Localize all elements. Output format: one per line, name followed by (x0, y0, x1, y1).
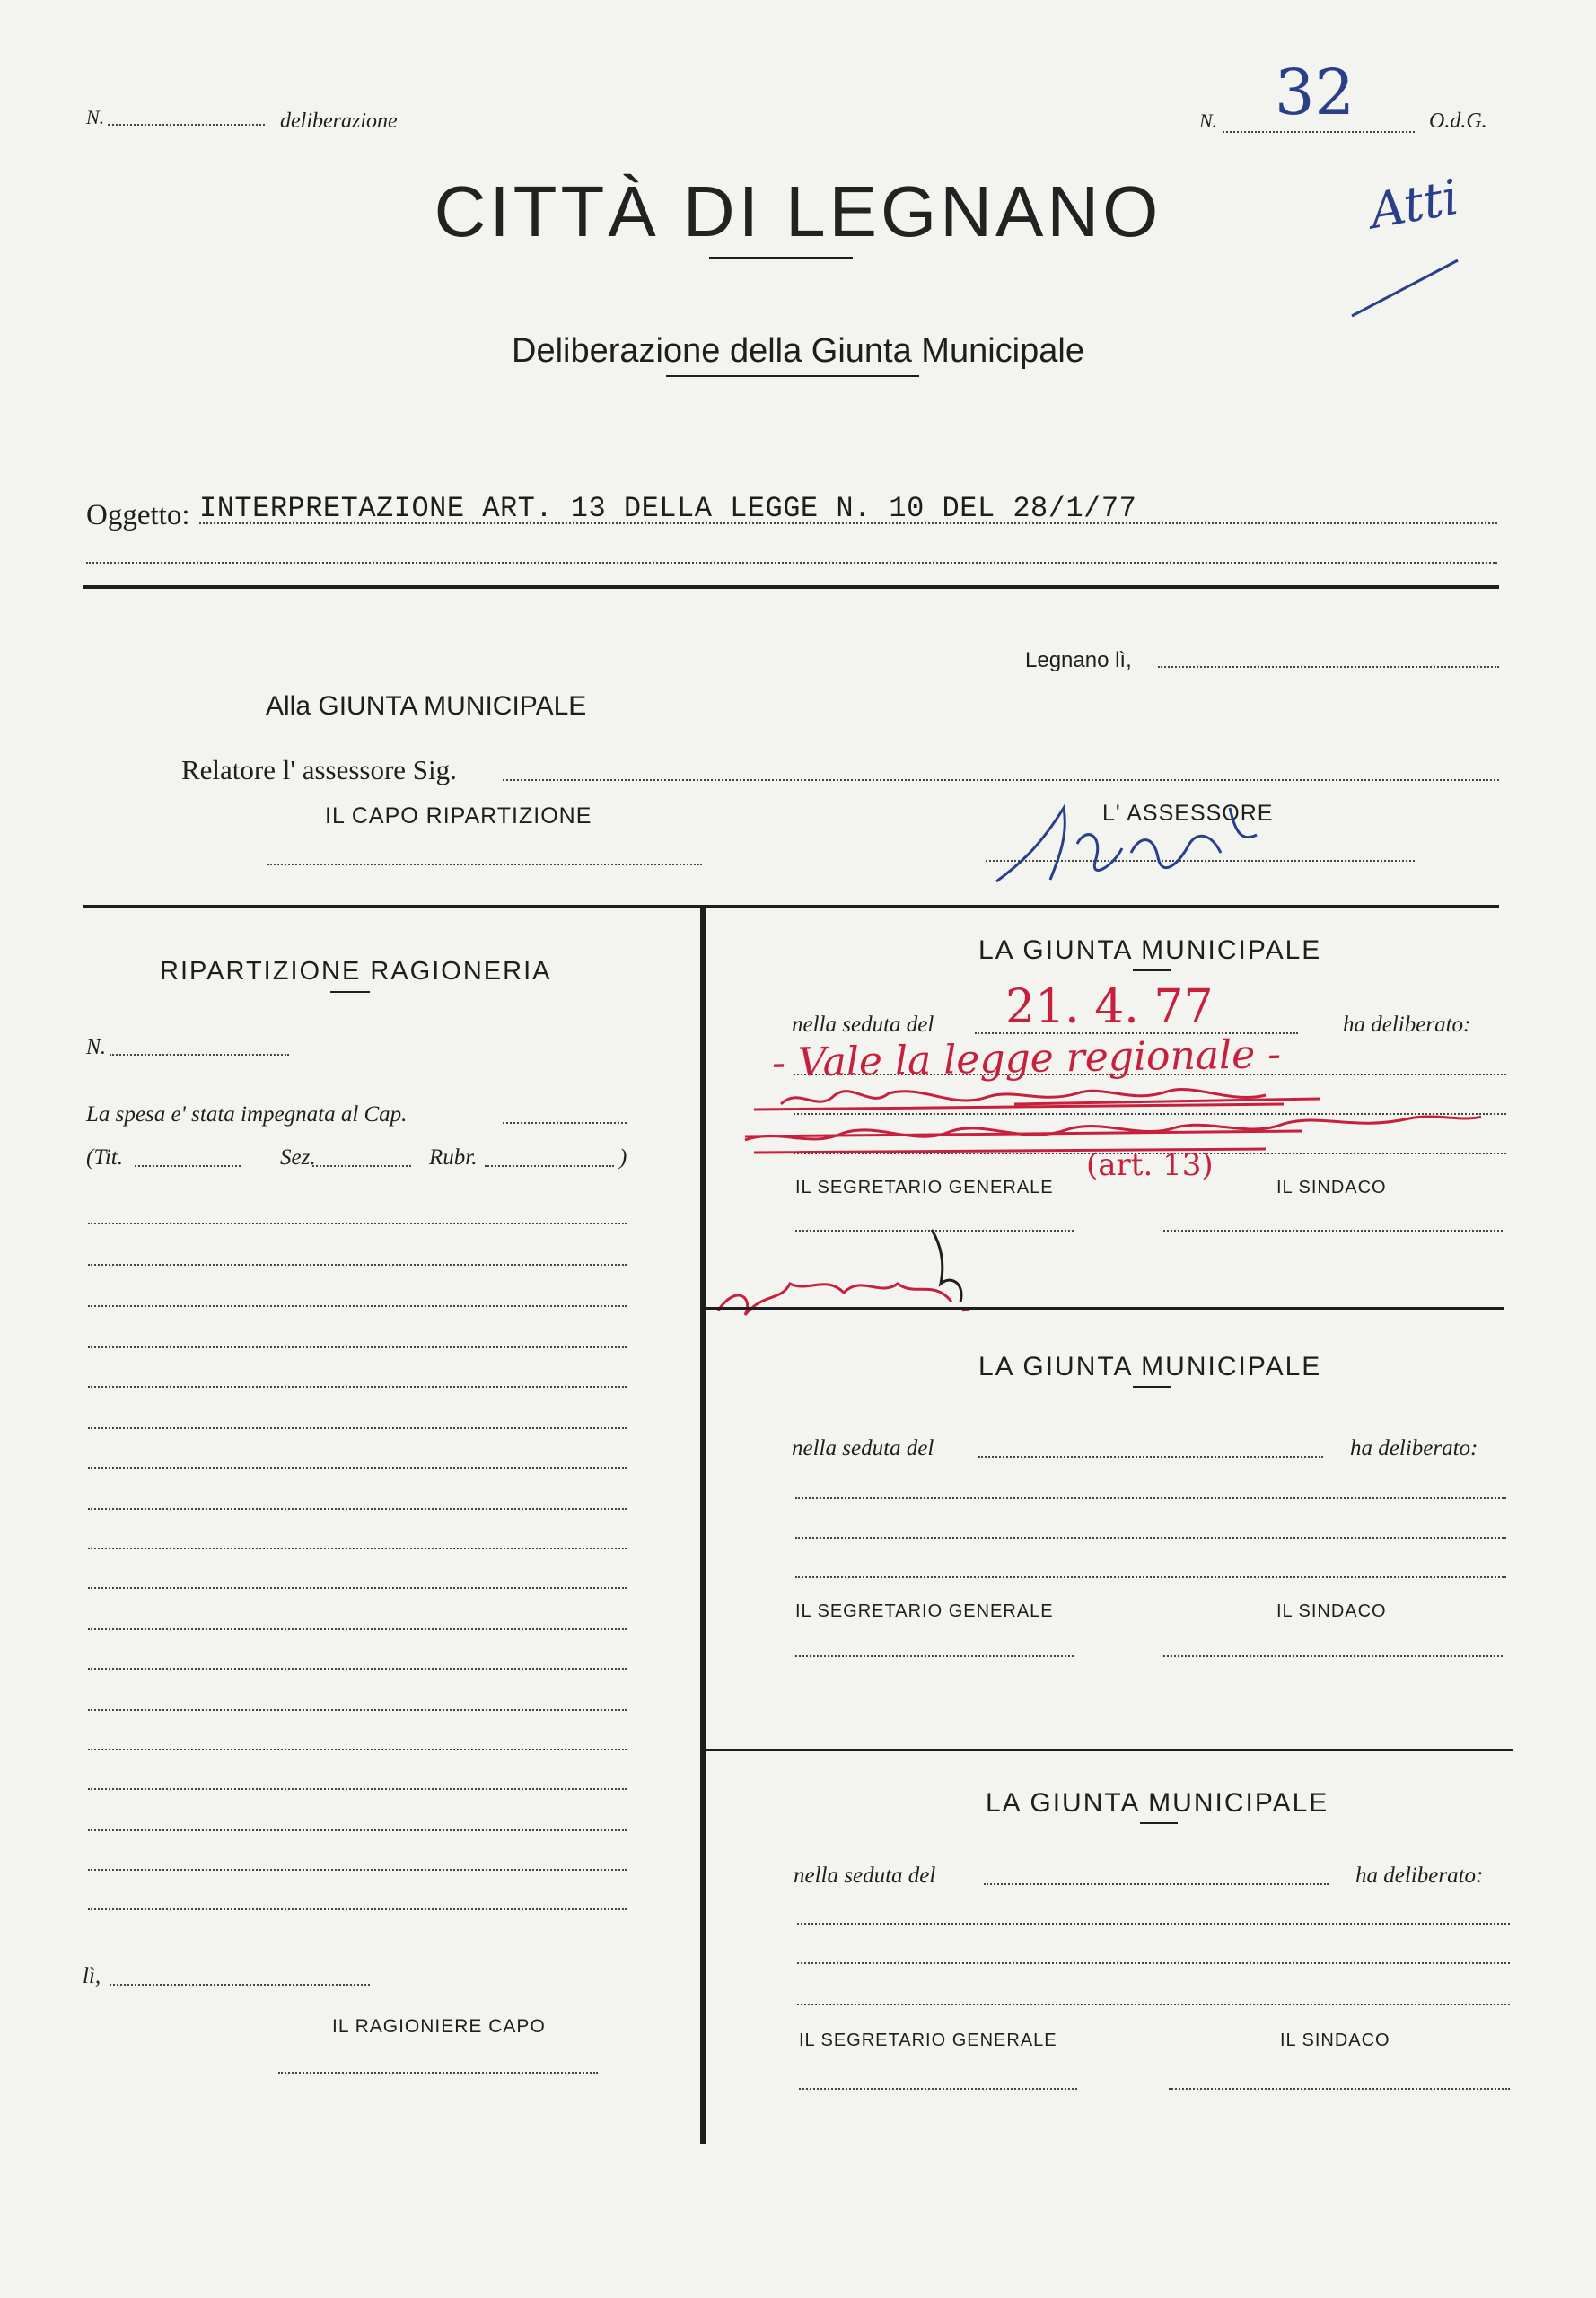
giunta-2-line-2 (795, 1537, 1506, 1539)
giunta-2-segretario-signature-line (795, 1655, 1074, 1657)
ragioniere-date-field[interactable] (110, 1984, 370, 1986)
giunta-3-seduta-label: nella seduta del (794, 1864, 936, 1888)
tit-field[interactable] (135, 1165, 241, 1167)
giunta-2-underline (1133, 1386, 1171, 1388)
oggetto-value[interactable]: INTERPRETAZIONE ART. 13 DELLA LEGGE N. 10 DEL 28/1/77 (199, 492, 1137, 525)
blue-pen-stroke (1346, 242, 1463, 323)
deliberazione-label: deliberazione (280, 110, 398, 133)
section-separator (83, 905, 1499, 908)
ragioniere-capo-label: IL RAGIONIERE CAPO (332, 2016, 546, 2037)
giunta-3-line-2 (797, 1962, 1510, 1964)
giunta-2-sindaco-signature-line (1163, 1655, 1503, 1657)
giunta-2-sindaco-label: IL SINDACO (1276, 1601, 1387, 1621)
giunta-1-handwritten-decision: - Vale la legge regionale - (771, 1031, 1282, 1086)
oggetto-label: Oggetto: (86, 499, 190, 531)
giunta-2-segretario-label: IL SEGRETARIO GENERALE (795, 1601, 1054, 1621)
giunta-1-segretario-label: IL SEGRETARIO GENERALE (795, 1178, 1054, 1197)
oggetto-separator (83, 585, 1499, 589)
giunta-3-sindaco-signature-line (1169, 2088, 1510, 2090)
to-giunta-label: Alla GIUNTA MUNICIPALE (266, 691, 587, 721)
legnano-li-label: Legnano lì, (1025, 648, 1132, 672)
giunta-2-seduta-label: nella seduta del (792, 1436, 934, 1460)
giunta-1-underline (1133, 969, 1171, 971)
ragioniere-signature-line (278, 2072, 598, 2074)
ragioneria-n-field[interactable] (110, 1054, 289, 1056)
oggetto-line-2 (86, 562, 1497, 564)
giunta-3-line-1 (797, 1923, 1510, 1925)
giunta-3-segretario-label: IL SEGRETARIO GENERALE (799, 2030, 1057, 2050)
giunta-3-seduta-field[interactable] (984, 1883, 1329, 1885)
tit-label: (Tit. (86, 1145, 123, 1170)
giunta-2-line-3 (795, 1576, 1506, 1578)
n-label-right: N. (1199, 110, 1218, 132)
capo-signature-line (267, 864, 702, 865)
assessore-label: L' ASSESSORE (1102, 801, 1274, 826)
cap-field[interactable] (503, 1122, 627, 1124)
odg-label: O.d.G. (1429, 110, 1487, 133)
giunta-2-deliberato-label: ha deliberato: (1350, 1436, 1478, 1460)
giunta-2-line-1 (795, 1497, 1506, 1499)
capo-ripartizione-label: IL CAPO RIPARTIZIONE (325, 803, 592, 829)
giunta-separator-1 (706, 1307, 1504, 1310)
giunta-1-handwritten-article: (art. 13) (1086, 1147, 1214, 1183)
tit-close-paren: ) (619, 1145, 627, 1170)
rubr-field[interactable] (485, 1165, 614, 1167)
atti-note: Atti (1365, 168, 1463, 241)
ragioniere-li-label: lì, (83, 1964, 101, 1988)
giunta-1-deliberato-label: ha deliberato: (1343, 1013, 1471, 1037)
sez-field[interactable] (312, 1165, 411, 1167)
assessore-signature (987, 781, 1284, 898)
rubr-label: Rubr. (429, 1145, 478, 1170)
ragioneria-n-label: N. (86, 1036, 107, 1059)
subtitle-underline (666, 375, 919, 377)
oggetto-line-1 (199, 522, 1497, 524)
giunta-3-segretario-signature-line (799, 2088, 1077, 2090)
giunta-3-sindaco-label: IL SINDACO (1280, 2030, 1390, 2050)
title-underline (709, 257, 853, 259)
giunta-1-red-annotation (709, 1212, 1086, 1338)
ragioneria-underline (330, 991, 370, 993)
giunta-2-seduta-field[interactable] (978, 1456, 1323, 1458)
giunta-1-title: LA GIUNTA MUNICIPALE (978, 935, 1322, 965)
odg-number-handwritten: 32 (1275, 56, 1355, 129)
spesa-label: La spesa e' stata impegnata al Cap. (86, 1102, 408, 1127)
date-field[interactable] (1158, 666, 1499, 668)
giunta-separator-2 (706, 1749, 1513, 1751)
page-subtitle: Deliberazione della Giunta Municipale (512, 332, 1084, 370)
odg-number-field[interactable] (1223, 131, 1415, 133)
giunta-3-title: LA GIUNTA MUNICIPALE (986, 1788, 1329, 1818)
relatore-label: Relatore l' assessore Sig. (181, 754, 457, 785)
sez-label: Sez. (280, 1145, 316, 1170)
giunta-1-seduta-date: 21. 4. 77 (1005, 980, 1214, 1034)
giunta-1-sindaco-signature-line (1163, 1230, 1503, 1232)
giunta-1-sindaco-label: IL SINDACO (1276, 1178, 1387, 1197)
n-label-left: N. (86, 106, 105, 128)
n-field-left[interactable] (108, 124, 265, 126)
giunta-3-line-3 (797, 2004, 1510, 2005)
page-title: CITTÀ DI LEGNANO (434, 171, 1162, 251)
ragioneria-title: RIPARTIZIONE RAGIONERIA (160, 957, 552, 986)
giunta-2-title: LA GIUNTA MUNICIPALE (978, 1352, 1322, 1381)
vertical-divider (700, 908, 706, 2144)
giunta-1-seduta-label: nella seduta del (792, 1013, 934, 1037)
giunta-3-deliberato-label: ha deliberato: (1355, 1864, 1484, 1888)
giunta-3-underline (1140, 1822, 1178, 1824)
